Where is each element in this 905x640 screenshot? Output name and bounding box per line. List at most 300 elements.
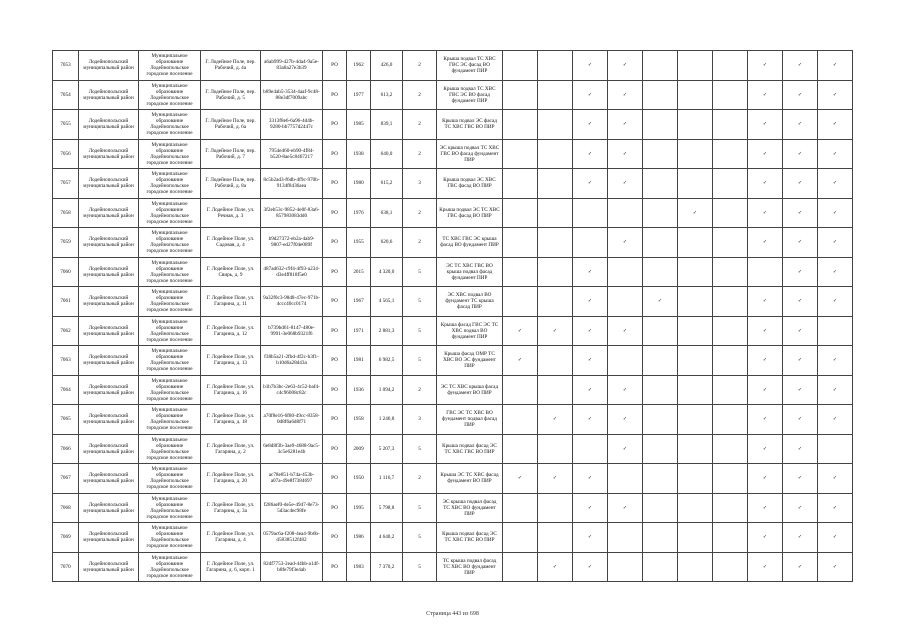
check-cell: ✓ <box>783 169 818 199</box>
ro-cell: РО <box>323 228 347 258</box>
ro-cell: РО <box>323 139 347 169</box>
check-cell <box>608 346 643 376</box>
address-cell: Г. Лодейное Поле, пер. Рабочий, д. 7 <box>201 139 261 169</box>
address-cell: Г. Лодейное Поле, ул. Гагарина, д. 16 <box>201 375 261 405</box>
house-id-cell: 7954e460-eb90-4f84-b520-8ae5c8467217 <box>261 139 323 169</box>
row-number: 7065 <box>53 405 79 435</box>
count-cell: 5 <box>403 257 437 287</box>
district-cell: Лодейнопольский муниципальный район <box>79 523 139 553</box>
count-cell: 2 <box>403 80 437 110</box>
house-id-cell: ac78e851-b74a-453b-a07a-49e8f7384697 <box>261 464 323 494</box>
check-cell <box>713 405 748 435</box>
check-cell <box>713 139 748 169</box>
check-cell <box>538 198 573 228</box>
table-row <box>53 346 853 376</box>
check-cell <box>678 287 713 317</box>
address-cell: Г. Лодейное Поле, ул. Свирь, д. 9 <box>201 257 261 287</box>
check-cell <box>538 110 573 140</box>
check-cell <box>678 464 713 494</box>
check-cell <box>503 51 538 81</box>
municipality-cell: Муниципальное образование Лодейнопольское городское поселение <box>139 139 201 169</box>
year-cell: 2009 <box>347 434 371 464</box>
row-number: 7058 <box>53 198 79 228</box>
area-cell: 4 320,0 <box>371 257 403 287</box>
check-cell <box>713 375 748 405</box>
check-cell: ✓ <box>783 287 818 317</box>
address-cell: Г. Лодейное Поле, ул. Гагарина, д. 2 <box>201 434 261 464</box>
check-cell: ✓ <box>783 405 818 435</box>
check-cell: ✓ <box>818 198 853 228</box>
check-cell: ✓ <box>748 316 783 346</box>
check-cell <box>678 346 713 376</box>
house-id-cell: b1b7b3bc-2e63-4c52-baf4-c4c96008c82c <box>261 375 323 405</box>
district-cell: Лодейнопольский муниципальный район <box>79 51 139 81</box>
check-cell: ✓ <box>783 198 818 228</box>
check-cell: ✓ <box>818 552 853 582</box>
house-id-cell: 0579ac6a-f208-4ea4-9b6b-d5838512f482 <box>261 523 323 553</box>
check-cell <box>538 287 573 317</box>
check-cell <box>538 434 573 464</box>
check-cell: ✓ <box>608 139 643 169</box>
area-cell: 640,0 <box>371 139 403 169</box>
check-cell <box>678 405 713 435</box>
check-cell: ✓ <box>608 80 643 110</box>
check-cell <box>608 523 643 553</box>
district-cell: Лодейнопольский муниципальный район <box>79 552 139 582</box>
check-cell: ✓ <box>783 228 818 258</box>
works-cell: Крыша подвал ЭС ТС ХВС ГВС фасад ВО ПИР <box>437 198 503 228</box>
check-cell: ✓ <box>748 375 783 405</box>
municipality-cell: Муниципальное образование Лодейнопольское городское поселение <box>139 198 201 228</box>
check-cell <box>818 316 853 346</box>
ro-cell: РО <box>323 287 347 317</box>
check-cell: ✓ <box>573 375 608 405</box>
check-cell: ✓ <box>678 198 713 228</box>
year-cell: 1977 <box>347 80 371 110</box>
check-cell <box>538 375 573 405</box>
check-cell: ✓ <box>573 464 608 494</box>
row-number: 7053 <box>53 51 79 81</box>
district-cell: Лодейнопольский муниципальный район <box>79 287 139 317</box>
area-cell: 638,1 <box>371 198 403 228</box>
ro-cell: РО <box>323 257 347 287</box>
municipality-cell: Муниципальное образование Лодейнопольское городское поселение <box>139 493 201 523</box>
table-row <box>53 110 853 140</box>
year-cell: 1958 <box>347 405 371 435</box>
row-number: 7066 <box>53 434 79 464</box>
works-cell: Крыша подвал ТС ХВС ГВС ЭС фасад ВО фундамент ПИР <box>437 51 503 81</box>
district-cell: Лодейнопольский муниципальный район <box>79 139 139 169</box>
check-cell: ✓ <box>573 523 608 553</box>
check-cell: ✓ <box>573 405 608 435</box>
house-id-cell: 6e8d8f3b-3ae9-4688-9ac5-3c5e6281e4b <box>261 434 323 464</box>
table-row <box>53 257 853 287</box>
works-cell: ЭС крыша подвал ТС ХВС ГВС ВО фасад фундамент ПИР <box>437 139 503 169</box>
check-cell: ✓ <box>783 139 818 169</box>
district-cell: Лодейнопольский муниципальный район <box>79 493 139 523</box>
works-cell: ЭС крыша подвал фасад ТС ХВС ВО фундамент ПИР <box>437 493 503 523</box>
check-cell: ✓ <box>748 139 783 169</box>
ro-cell: РО <box>323 434 347 464</box>
check-cell <box>713 346 748 376</box>
count-cell: 2 <box>403 139 437 169</box>
check-cell <box>643 434 678 464</box>
municipality-cell: Муниципальное образование Лодейнопольское городское поселение <box>139 375 201 405</box>
check-cell: ✓ <box>503 464 538 494</box>
check-cell <box>643 110 678 140</box>
check-cell: ✓ <box>573 51 608 81</box>
municipality-cell: Муниципальное образование Лодейнопольское городское поселение <box>139 464 201 494</box>
check-cell: ✓ <box>748 464 783 494</box>
check-cell <box>713 523 748 553</box>
address-cell: Г. Лодейное Поле, пер. Рабочий, д. 4а <box>201 51 261 81</box>
check-cell <box>678 316 713 346</box>
works-cell: Крыша подвал фасад ЭС ТС ХВС ГВС ВО ПИР <box>437 523 503 553</box>
check-cell <box>678 434 713 464</box>
count-cell: 2 <box>403 375 437 405</box>
check-cell <box>678 493 713 523</box>
check-cell <box>503 139 538 169</box>
ro-cell: РО <box>323 110 347 140</box>
count-cell: 5 <box>403 316 437 346</box>
house-id-cell: 3313f8e6-6a96-4d4b-9280-bb7757d2447c <box>261 110 323 140</box>
count-cell: 3 <box>403 405 437 435</box>
row-number: 7068 <box>53 493 79 523</box>
table-row <box>53 139 853 169</box>
table-row <box>53 493 853 523</box>
area-cell: 4 640,2 <box>371 523 403 553</box>
check-cell <box>503 110 538 140</box>
check-cell <box>643 493 678 523</box>
check-cell: ✓ <box>748 434 783 464</box>
check-cell: ✓ <box>608 405 643 435</box>
check-cell: ✓ <box>783 316 818 346</box>
works-cell: ТС ХВС ГВС ЭС крыша фасад ВО фундамент ПИР <box>437 228 503 258</box>
check-cell: ✓ <box>573 257 608 287</box>
check-cell <box>573 228 608 258</box>
check-cell <box>503 228 538 258</box>
check-cell <box>678 228 713 258</box>
check-cell: ✓ <box>783 493 818 523</box>
check-cell <box>573 198 608 228</box>
row-number: 7057 <box>53 169 79 199</box>
page-footer: Страница 443 из 698 <box>426 611 479 617</box>
table-row <box>53 198 853 228</box>
works-cell: Крыша подвал ЭС фасад ТС ХВС ГВС ВО ПИР <box>437 110 503 140</box>
address-cell: Г. Лодейное Поле, ул. Речная, д. 3 <box>201 198 261 228</box>
check-cell: ✓ <box>748 228 783 258</box>
address-cell: Г. Лодейное Поле, ул. Гагарина, д. 3а <box>201 493 261 523</box>
check-cell <box>678 375 713 405</box>
check-cell: ✓ <box>503 316 538 346</box>
check-cell: ✓ <box>748 198 783 228</box>
count-cell: 3 <box>403 169 437 199</box>
address-cell: Г. Лодейное Поле, ул. Гагарина, д. 20 <box>201 464 261 494</box>
check-cell: ✓ <box>573 493 608 523</box>
check-cell: ✓ <box>748 493 783 523</box>
check-cell: ✓ <box>608 110 643 140</box>
check-cell: ✓ <box>818 523 853 553</box>
area-cell: 5 798,8 <box>371 493 403 523</box>
ro-cell: РО <box>323 169 347 199</box>
count-cell: 5 <box>403 552 437 582</box>
check-cell: ✓ <box>538 405 573 435</box>
count-cell: 5 <box>403 287 437 317</box>
count-cell: 5 <box>403 434 437 464</box>
district-cell: Лодейнопольский муниципальный район <box>79 80 139 110</box>
works-cell: Крыша подвал ЭС ХВС ГВС фасад ВО ПИР <box>437 169 503 199</box>
works-cell: Крыша подвал ТС ХВС ГВС ЭС ВО фасад фундамент ПИР <box>437 80 503 110</box>
check-cell: ✓ <box>538 464 573 494</box>
check-cell: ✓ <box>573 110 608 140</box>
check-cell: ✓ <box>783 346 818 376</box>
check-cell <box>748 257 783 287</box>
year-cell: 1936 <box>347 375 371 405</box>
check-cell: ✓ <box>818 257 853 287</box>
check-cell: ✓ <box>573 287 608 317</box>
area-cell: 1 094,2 <box>371 375 403 405</box>
ro-cell: РО <box>323 198 347 228</box>
check-cell: ✓ <box>783 464 818 494</box>
check-cell: ✓ <box>573 346 608 376</box>
district-cell: Лодейнопольский муниципальный район <box>79 228 139 258</box>
check-cell: ✓ <box>748 346 783 376</box>
district-cell: Лодейнопольский муниципальный район <box>79 434 139 464</box>
house-id-cell: a70f8e16-6f80-49cc-8358-0d8f6a6d8f71 <box>261 405 323 435</box>
check-cell <box>573 434 608 464</box>
check-cell: ✓ <box>783 434 818 464</box>
check-cell: ✓ <box>818 169 853 199</box>
address-cell: Г. Лодейное Поле, пер. Рабочий, д. 6а <box>201 110 261 140</box>
house-id-cell: 487ad632-c9f4-4f93-a234-d3e4ff818f5e0 <box>261 257 323 287</box>
year-cell: 1995 <box>347 493 371 523</box>
check-cell: ✓ <box>643 287 678 317</box>
area-cell: 620,6 <box>371 228 403 258</box>
check-cell: ✓ <box>818 375 853 405</box>
check-cell: ✓ <box>783 523 818 553</box>
ro-cell: РО <box>323 493 347 523</box>
works-cell: Крыша фасад ГВС ЭС ТС ХВС подвал ВО фундамент ПИР <box>437 316 503 346</box>
area-cell: 6 982,5 <box>371 346 403 376</box>
check-cell: ✓ <box>783 257 818 287</box>
check-cell: ✓ <box>818 346 853 376</box>
works-cell: Крыша подвал фасад ЭС ТС ХВС ГВС ВО ПИР <box>437 434 503 464</box>
check-cell: ✓ <box>783 110 818 140</box>
municipality-cell: Муниципальное образование Лодейнопольское городское поселение <box>139 169 201 199</box>
check-cell <box>538 228 573 258</box>
check-cell: ✓ <box>573 169 608 199</box>
row-number: 7062 <box>53 316 79 346</box>
year-cell: 1967 <box>347 287 371 317</box>
check-cell <box>643 464 678 494</box>
check-cell: ✓ <box>818 493 853 523</box>
ro-cell: РО <box>323 523 347 553</box>
row-number: 7061 <box>53 287 79 317</box>
year-cell: 2015 <box>347 257 371 287</box>
row-number: 7054 <box>53 80 79 110</box>
works-cell: Крыша ЭС ТС ХВС фасад фундамент ВО ПИР <box>437 464 503 494</box>
house-id-cell: 9a32f0c3-98d8-47ec-971b-4ccc40cc0174 <box>261 287 323 317</box>
table-row <box>53 552 853 582</box>
check-cell <box>503 434 538 464</box>
check-cell: ✓ <box>818 51 853 81</box>
year-cell: 1962 <box>347 51 371 81</box>
year-cell: 1971 <box>347 316 371 346</box>
row-number: 7069 <box>53 523 79 553</box>
check-cell <box>503 552 538 582</box>
check-cell <box>608 552 643 582</box>
house-id-cell: b9d27372-eb2a-4ab9-9807-ed27f04e089f <box>261 228 323 258</box>
check-cell: ✓ <box>818 405 853 435</box>
check-cell <box>503 493 538 523</box>
table-row <box>53 434 853 464</box>
table-row <box>53 316 853 346</box>
check-cell <box>538 51 573 81</box>
check-cell <box>713 316 748 346</box>
check-cell <box>538 257 573 287</box>
check-cell <box>678 139 713 169</box>
ro-cell: РО <box>323 405 347 435</box>
check-cell <box>538 346 573 376</box>
table-row <box>53 51 853 81</box>
ro-cell: РО <box>323 80 347 110</box>
table-row <box>53 287 853 317</box>
house-id-cell: 3f2eb53c-9852-4e0f-83a6-857983083dd0 <box>261 198 323 228</box>
year-cell: 1980 <box>347 169 371 199</box>
works-cell: ЭС ТС ХВС крыша фасад фундамент ВО ПИР <box>437 375 503 405</box>
table-row <box>53 228 853 258</box>
year-cell: 1985 <box>347 110 371 140</box>
row-number: 7067 <box>53 464 79 494</box>
row-number: 7063 <box>53 346 79 376</box>
ro-cell: РО <box>323 552 347 582</box>
check-cell <box>643 80 678 110</box>
check-cell: ✓ <box>818 228 853 258</box>
check-cell: ✓ <box>748 169 783 199</box>
area-cell: 615,2 <box>371 169 403 199</box>
check-cell <box>643 346 678 376</box>
count-cell: 5 <box>403 523 437 553</box>
check-cell <box>713 169 748 199</box>
works-cell: ТС крыша подвал фасад ТС ХВС ВО фундамент ПИР <box>437 552 503 582</box>
count-cell: 2 <box>403 110 437 140</box>
house-id-cell: a6ab999-427b-4da4-9a5e-83a8a27e3b39 <box>261 51 323 81</box>
check-cell: ✓ <box>818 110 853 140</box>
municipality-cell: Муниципальное образование Лодейнопольское городское поселение <box>139 346 201 376</box>
check-cell: ✓ <box>608 51 643 81</box>
check-cell <box>608 287 643 317</box>
check-cell <box>538 493 573 523</box>
check-cell <box>643 228 678 258</box>
check-cell <box>713 110 748 140</box>
check-cell <box>713 493 748 523</box>
area-cell: 613,2 <box>371 80 403 110</box>
check-cell <box>503 375 538 405</box>
check-cell <box>713 257 748 287</box>
count-cell: 2 <box>403 198 437 228</box>
check-cell: ✓ <box>608 316 643 346</box>
area-cell: 1 246,8 <box>371 405 403 435</box>
district-cell: Лодейнопольский муниципальный район <box>79 375 139 405</box>
year-cell: 1981 <box>347 346 371 376</box>
check-cell: ✓ <box>818 80 853 110</box>
district-cell: Лодейнопольский муниципальный район <box>79 257 139 287</box>
ro-cell: РО <box>323 464 347 494</box>
check-cell <box>503 405 538 435</box>
area-cell: 2 881,3 <box>371 316 403 346</box>
check-cell: ✓ <box>818 464 853 494</box>
municipality-cell: Муниципальное образование Лодейнопольское городское поселение <box>139 257 201 287</box>
address-cell: Г. Лодейное Поле, ул. Гагарина, д. 4 <box>201 523 261 553</box>
check-cell: ✓ <box>608 493 643 523</box>
table-row <box>53 375 853 405</box>
year-cell: 1950 <box>347 464 371 494</box>
check-cell: ✓ <box>748 405 783 435</box>
check-cell <box>538 523 573 553</box>
row-number: 7064 <box>53 375 79 405</box>
municipality-cell: Муниципальное образование Лодейнопольское городское поселение <box>139 110 201 140</box>
check-cell: ✓ <box>573 139 608 169</box>
year-cell: 1955 <box>347 228 371 258</box>
table-row <box>53 523 853 553</box>
address-cell: Г. Лодейное Поле, ул. Гагарина, д. 6, корп. 1 <box>201 552 261 582</box>
works-cell: Крыша фасад ОМР ТС ХВС ВО ЭС фундамент ПИР <box>437 346 503 376</box>
check-cell: ✓ <box>748 110 783 140</box>
check-cell: ✓ <box>573 316 608 346</box>
check-cell <box>713 80 748 110</box>
check-cell <box>503 257 538 287</box>
works-cell: ЭС ТС ХВС ГВС ВО крыша подвал фасад фундамент ПИР <box>437 257 503 287</box>
house-id-cell: 82df7753-2ead-44bb-a14f-b8fe79f3e4ab <box>261 552 323 582</box>
municipality-cell: Муниципальное образование Лодейнопольское городское поселение <box>139 552 201 582</box>
check-cell <box>818 434 853 464</box>
check-cell: ✓ <box>818 139 853 169</box>
municipality-cell: Муниципальное образование Лодейнопольское городское поселение <box>139 316 201 346</box>
district-cell: Лодейнопольский муниципальный район <box>79 346 139 376</box>
check-cell: ✓ <box>608 228 643 258</box>
address-cell: Г. Лодейное Поле, ул. Гагарина, д. 11 <box>201 287 261 317</box>
check-cell <box>538 80 573 110</box>
check-cell <box>643 316 678 346</box>
check-cell <box>538 169 573 199</box>
area-cell: 7 370,2 <box>371 552 403 582</box>
area-cell: 426,0 <box>371 51 403 81</box>
address-cell: Г. Лодейное Поле, ул. Гагарина, д. 13 <box>201 346 261 376</box>
works-cell: ГВС ЭС ТС ХВС ВО фундамент подвал фасад ПИР <box>437 405 503 435</box>
row-number: 7070 <box>53 552 79 582</box>
count-cell: 5 <box>403 346 437 376</box>
table-row <box>53 405 853 435</box>
check-cell <box>608 464 643 494</box>
check-cell <box>503 198 538 228</box>
check-cell <box>643 257 678 287</box>
check-cell <box>608 257 643 287</box>
check-cell <box>678 169 713 199</box>
check-cell: ✓ <box>783 552 818 582</box>
ro-cell: РО <box>323 346 347 376</box>
municipality-cell: Муниципальное образование Лодейнопольское городское поселение <box>139 80 201 110</box>
check-cell: ✓ <box>573 552 608 582</box>
check-cell: ✓ <box>538 316 573 346</box>
check-cell <box>643 169 678 199</box>
municipality-cell: Муниципальное образование Лодейнопольское городское поселение <box>139 287 201 317</box>
municipality-cell: Муниципальное образование Лодейнопольское городское поселение <box>139 405 201 435</box>
area-cell: 839,1 <box>371 110 403 140</box>
check-cell: ✓ <box>818 287 853 317</box>
check-cell <box>643 198 678 228</box>
ro-cell: РО <box>323 316 347 346</box>
works-cell: ЭС ХВС подвал ВО фундамент ТС крыша фасад ПИР <box>437 287 503 317</box>
